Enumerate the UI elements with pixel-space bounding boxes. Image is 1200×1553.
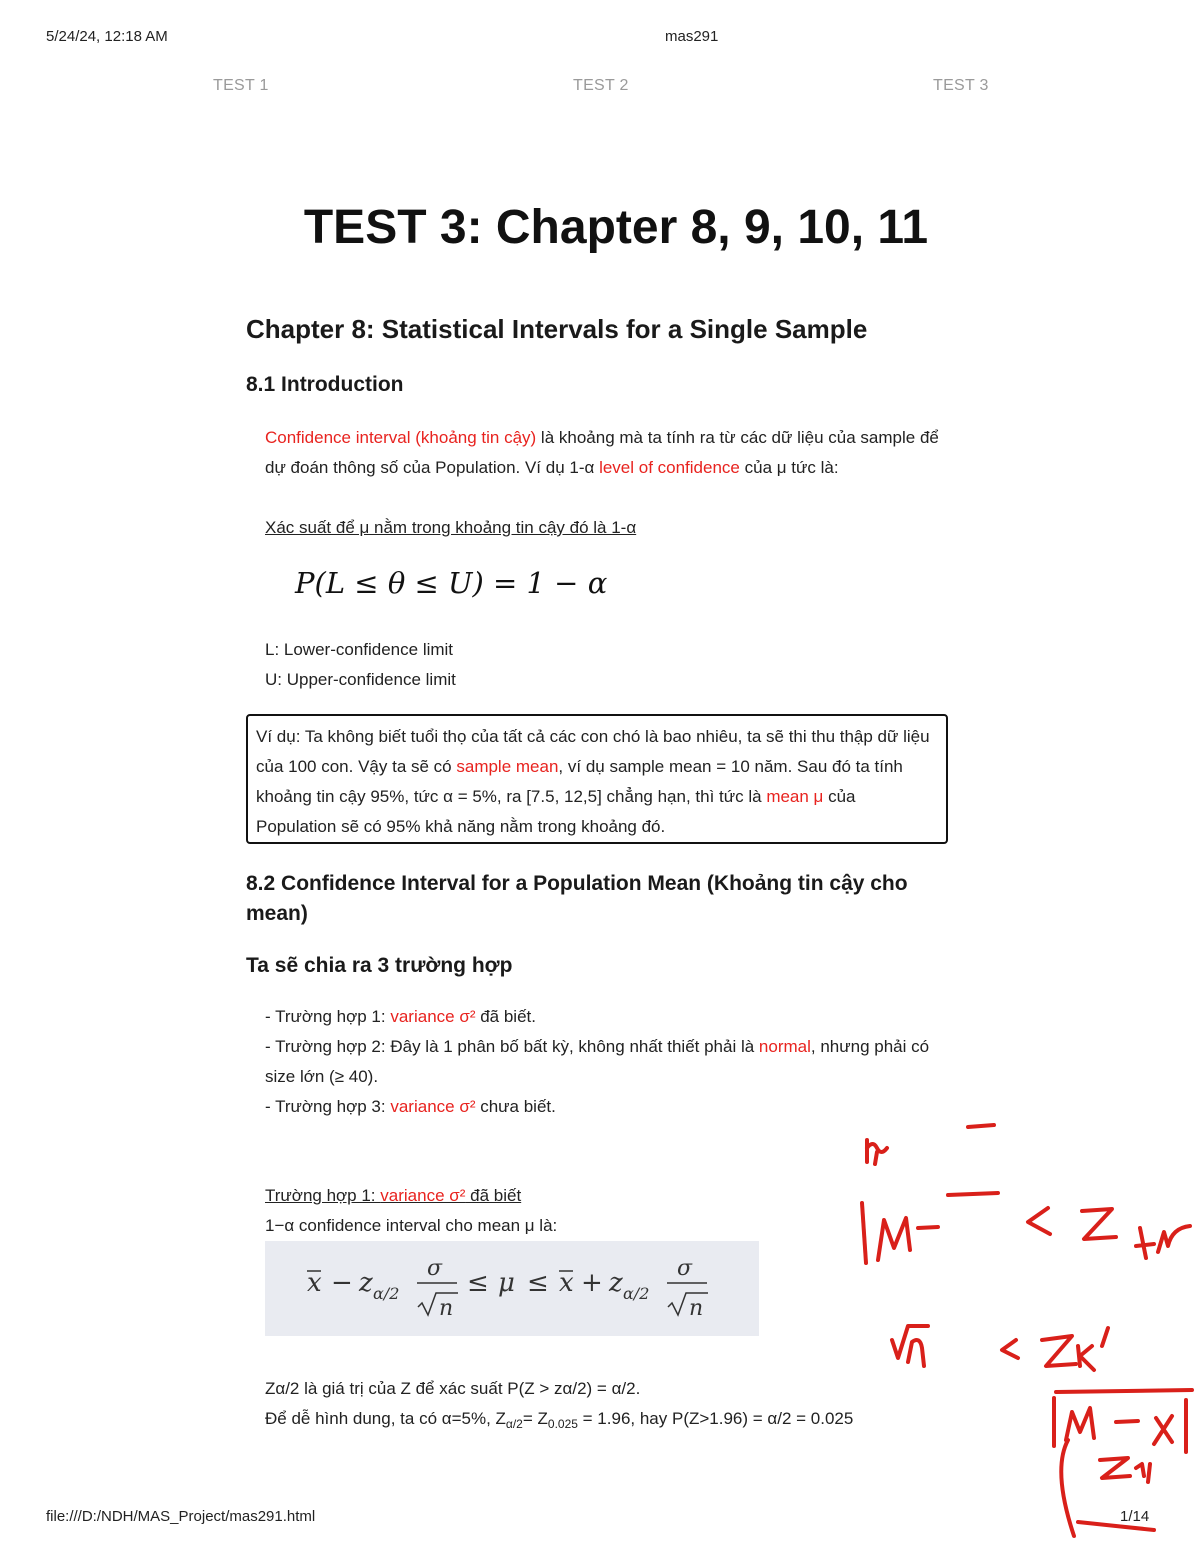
svg-text:n: n [689, 1296, 704, 1321]
subcase-1-text-b: đã biết [465, 1186, 522, 1205]
example-text-1: Ví dụ: Ta không biết tuổi thọ của tất cả các con chó là bao nhiêu, ta sẽ thi thu thập dữ liệu của 100 con. Vậy ta sẽ có [256, 727, 930, 776]
ci-mean-text: 1−α confidence interval cho mean μ là: [265, 1216, 558, 1235]
print-file-path: file:///D:/NDH/MAS_Project/mas291.html [46, 1508, 316, 1525]
confidence-formula: P(L ≤ θ ≤ U) = 1 − α [295, 566, 608, 600]
svg-text:+: + [581, 1268, 603, 1298]
ci-term: Confidence interval (khoảng tin cậy) [265, 428, 537, 447]
example-term-sample-mean: sample mean [456, 757, 559, 776]
z-example-text-a: Để dễ hình dung, ta có α=5%, Z [265, 1409, 506, 1428]
z-example-text-b: = Z [522, 1409, 548, 1428]
case-1-line [265, 1002, 955, 1032]
z-example-sub-1: α/2 [505, 1417, 523, 1431]
svg-text:x: x [307, 1268, 322, 1298]
chapter-heading: Chapter 8: Statistical Intervals for a Single Sample [246, 314, 868, 344]
svg-text:≤: ≤ [467, 1268, 489, 1298]
ci-text-2: của μ tức là: [739, 458, 839, 477]
handwritten-annotations [820, 1100, 1200, 1553]
print-datetime: 5/24/24, 12:18 AM [46, 28, 168, 45]
upper-limit-text: U: Upper-confidence limit [265, 670, 456, 689]
ci-text-1: là khoảng mà ta tính ra từ các dữ liệu của sample để dự đoán thông số của Population. Ví dụ 1-α [265, 428, 939, 477]
z-example-text-c: = 1.96, hay P(Z>1.96) = α/2 = 0.025 [577, 1409, 854, 1428]
case-1-term: variance σ² [390, 1007, 476, 1026]
example-text-2: , ví dụ sample mean = 10 năm. Sau đó ta tính khoảng tin cậy 95%, tức α = 5%, ra [7.5, 12,5] chẳng hạn, thì tức là [256, 757, 903, 806]
svg-text:−: − [331, 1268, 353, 1298]
tab-test-2[interactable]: TEST 2 [573, 77, 629, 94]
tab-test-1[interactable]: TEST 1 [213, 77, 269, 94]
section-8-1-heading: 8.1 Introduction [246, 373, 404, 396]
svg-text:σ: σ [427, 1256, 443, 1281]
svg-text:z: z [609, 1268, 623, 1298]
probability-line: Xác suất để μ nằm trong khoảng tin cậy đó là 1-α [265, 518, 637, 537]
cases-heading: Ta sẽ chia ra 3 trường hợp [246, 954, 513, 977]
svg-text:x: x [559, 1268, 574, 1298]
intro-paragraph [265, 423, 950, 483]
z-example-sub-2: 0.025 [547, 1417, 578, 1431]
case-3-text-b: chưa biết. [475, 1097, 556, 1116]
subcase-1-text-a: Trường hợp 1: [265, 1186, 381, 1205]
lower-limit-text: L: Lower-confidence limit [265, 640, 454, 659]
svg-text:μ: μ [498, 1268, 515, 1298]
z-definition: Zα/2 là giá trị của Z để xác suất P(Z > zα/2) = α/2. [265, 1379, 641, 1398]
ci-mean-formula [265, 1241, 759, 1336]
case-2-term: normal [758, 1037, 811, 1056]
case-1-text-b: đã biết. [475, 1007, 536, 1026]
level-term: level of confidence [599, 458, 740, 477]
svg-text:n: n [439, 1296, 454, 1321]
print-page-title: mas291 [665, 28, 719, 45]
case-2-text-a: - Trường hợp 2: Đây là 1 phân bố bất kỳ, không nhất thiết phải là [265, 1037, 759, 1056]
tab-test-3[interactable]: TEST 3 [933, 77, 989, 94]
case-3-term: variance σ² [390, 1097, 476, 1116]
print-page-number: 1/14 [1120, 1508, 1150, 1525]
page-title: TEST 3: Chapter 8, 9, 10, 11 [303, 201, 929, 254]
case-2-line [265, 1032, 950, 1092]
svg-text:α/2: α/2 [623, 1284, 650, 1303]
example-term-mean-mu: mean μ [766, 787, 824, 806]
section-8-2-heading: 8.2 Confidence Interval for a Population Mean (Khoảng tin cậy cho mean) [246, 872, 908, 925]
case-3-text-a: - Trường hợp 3: [265, 1097, 391, 1116]
ci-mean-formula-image [265, 1241, 759, 1336]
svg-text:α/2: α/2 [373, 1284, 400, 1303]
svg-text:σ: σ [677, 1256, 693, 1281]
subcase-1-term: variance σ² [380, 1186, 466, 1205]
svg-text:≤: ≤ [527, 1268, 549, 1298]
example-box [246, 714, 948, 844]
example-text-3: của Population sẽ có 95% khả năng nằm trong khoảng đó. [256, 787, 856, 836]
svg-text:z: z [359, 1268, 373, 1298]
case-2-text-b: , nhưng phải có size lớn (≥ 40). [265, 1037, 930, 1086]
case-1-text-a: - Trường hợp 1: [265, 1007, 391, 1026]
